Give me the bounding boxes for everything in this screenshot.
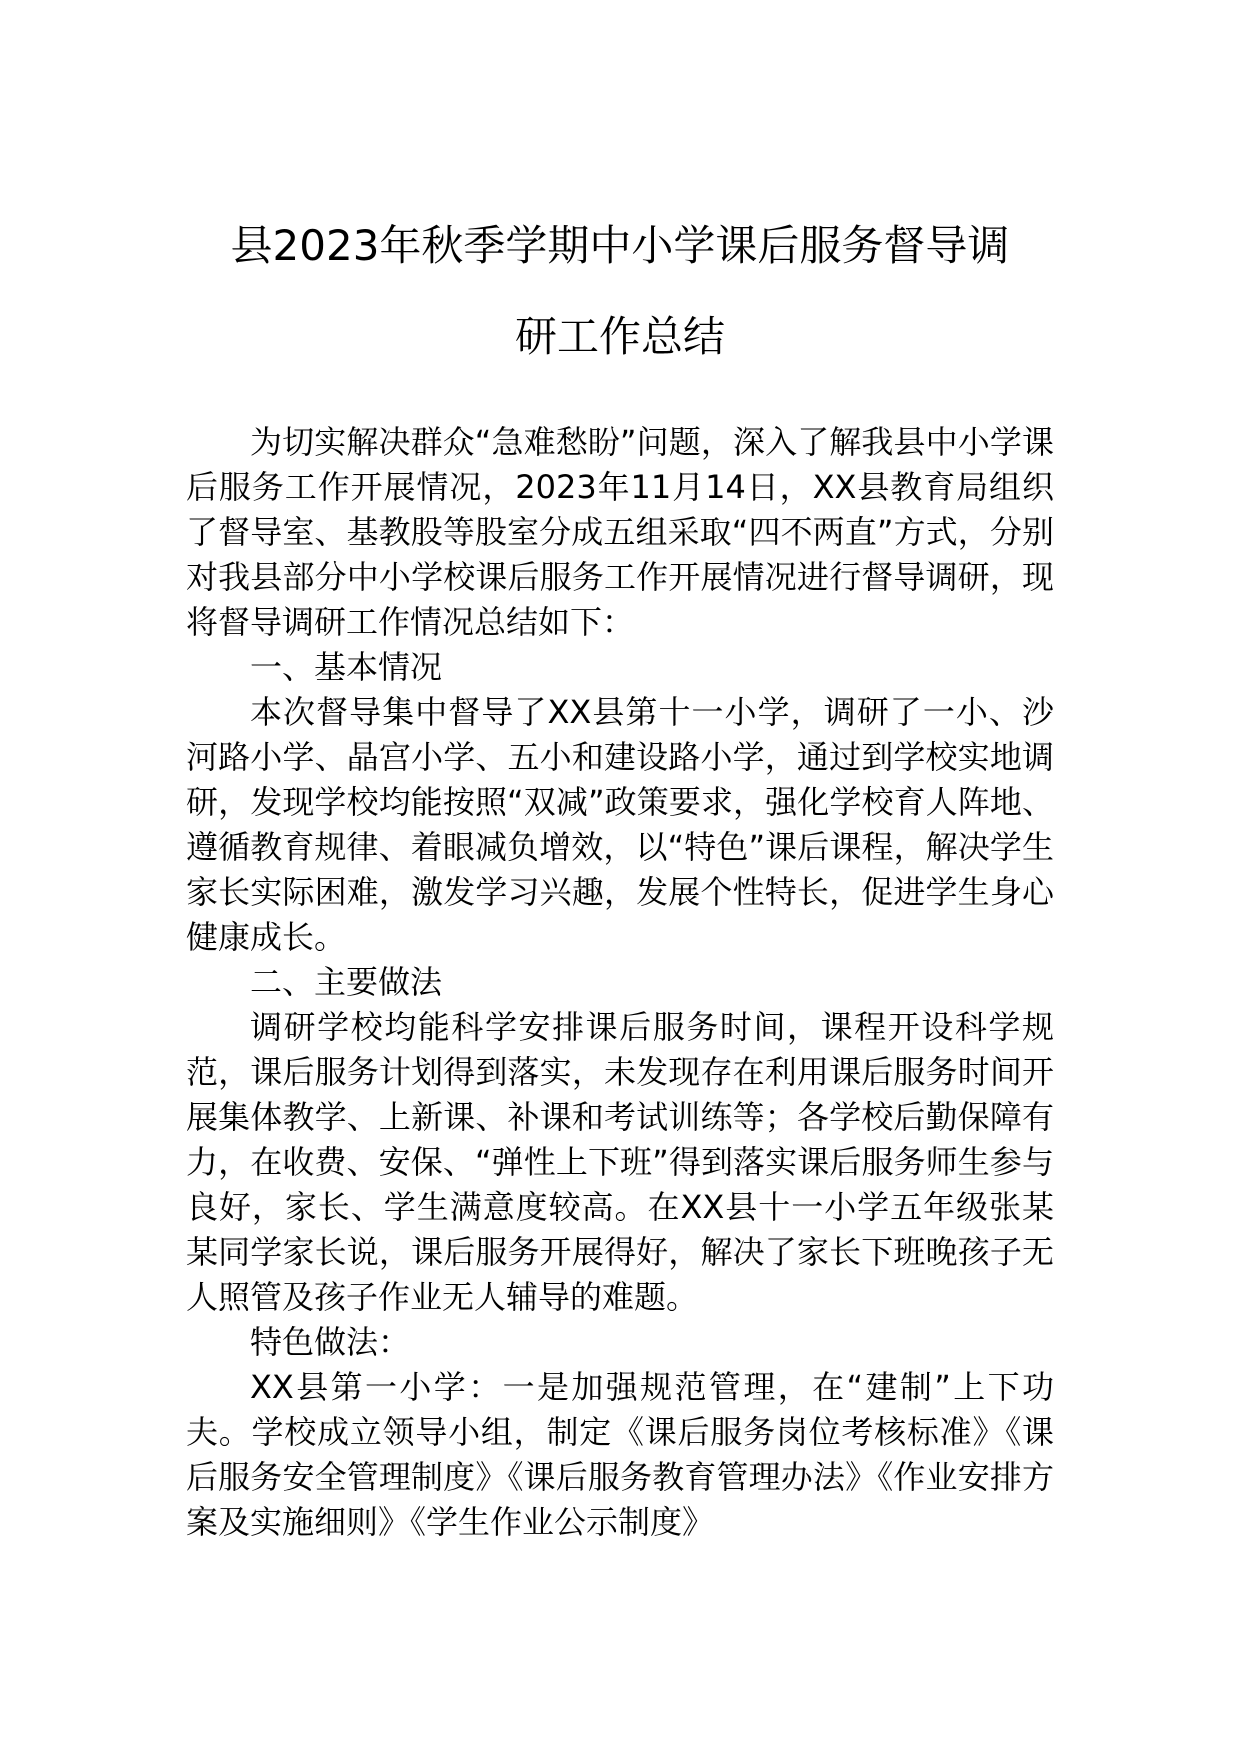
basic-situation-paragraph: 本次督导集中督导了XX县第十一小学，调研了一小、沙河路小学、晶宫小学、五小和建设路小学，通过到学校实地调研，发现学校均能按照“双减”政策要求，强化学校育人阵地、遵循教育规律、着眼减负增效，以“特色”课后课程，解决学生家长实际困难，激发学习兴趣，发展个性特长，促进学生身心健康成长。 xyxy=(186,693,1054,956)
document-title-line-2: 研工作总结 xyxy=(514,312,725,361)
document-title-line-1: 县2023年秋季学期中小学课后服务督导调 xyxy=(230,221,1010,270)
section-heading-main-practices: 二、主要做法 xyxy=(250,963,443,1001)
special-practices-label: 特色做法： xyxy=(250,1323,411,1361)
school-one-paragraph: XX县第一小学：一是加强规范管理，在“建制”上下功夫。学校成立领导小组，制定《课后服务岗位考核标准》《课后服务安全管理制度》《课后服务教育管理办法》《作业安排方案及实施细则》《学生作业公示制度》 xyxy=(186,1368,1054,1541)
document-body xyxy=(186,420,1054,1545)
intro-paragraph: 为切实解决群众“急难愁盼”问题，深入了解我县中小学课后服务工作开展情况，2023年11月14日，XX县教育局组织了督导室、基教股等股室分成五组采取“四不两直”方式，分别对我县部分中小学校课后服务工作开展情况进行督导调研，现将督导调研工作情况总结如下： xyxy=(186,423,1054,641)
section-heading-basic-situation: 一、基本情况 xyxy=(250,648,443,686)
main-practices-paragraph: 调研学校均能科学安排课后服务时间，课程开设科学规范，课后服务计划得到落实，未发现存在利用课后服务时间开展集体教学、上新课、补课和考试训练等；各学校后勤保障有力，在收费、安保、“弹性上下班”得到落实课后服务师生参与良好，家长、学生满意度较高。在XX县十一小学五年级张某某同学家长说，课后服务开展得好，解决了家长下班晚孩子无人照管及孩子作业无人辅导的难题。 xyxy=(186,1008,1054,1316)
